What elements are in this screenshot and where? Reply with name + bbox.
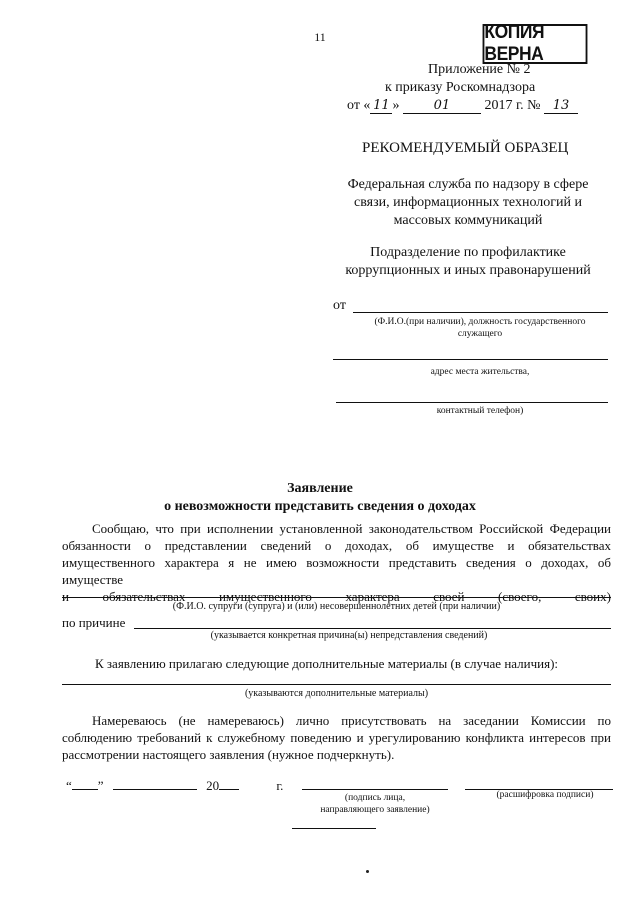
- date-row: [66, 774, 283, 794]
- fio-caption: [345, 316, 615, 340]
- page-number: 11: [314, 30, 326, 44]
- paragraph-line: Сообщаю, что при исполнении установленной законодательством Российской Федерации: [92, 521, 611, 536]
- caption-line: (Ф.И.О.(при наличии), должность государственного: [374, 317, 586, 327]
- phone-line[interactable]: [336, 402, 608, 403]
- sample-heading: РЕКОМЕНДУЕМЫЙ ОБРАЗЕЦ: [362, 140, 569, 156]
- attendance-paragraph: [62, 712, 611, 763]
- decode-caption: (расшифровка подписи): [496, 790, 594, 800]
- date-prefix: от «: [347, 98, 371, 113]
- appendix-number: 13: [544, 98, 578, 114]
- appendix-day: 11: [370, 98, 392, 114]
- appendix-year: 2017 г. №: [484, 98, 541, 113]
- caption-line: служащего: [457, 329, 503, 339]
- date-mid: »: [392, 98, 400, 113]
- appendix-line2: к приказу Роскомнадзора: [385, 80, 536, 95]
- division-name: [318, 244, 618, 280]
- word: и: [62, 589, 69, 604]
- paragraph-line: рассмотрении настоящего заявления (нужное подчеркнуть).: [62, 747, 395, 762]
- statement-title: Заявление: [287, 481, 353, 496]
- year-suffix: г.: [276, 778, 284, 793]
- day-field[interactable]: [72, 774, 98, 790]
- year-field[interactable]: [219, 774, 239, 790]
- division-line: Подразделение по профилактике: [370, 245, 566, 260]
- word: своей: [433, 589, 465, 604]
- appendix-line1: Приложение № 2: [428, 62, 531, 77]
- caption-line: направляющего заявление): [320, 805, 430, 815]
- extra-line: [292, 828, 376, 829]
- close-quote: ”: [97, 778, 104, 793]
- division-line: коррупционных и иных правонарушений: [345, 263, 591, 278]
- materials-caption: (указываются дополнительные материалы): [244, 688, 429, 699]
- word: характера: [345, 589, 400, 604]
- agency-line: связи, информационных технологий и: [354, 195, 582, 210]
- word: имущественного: [218, 589, 312, 604]
- signature-line[interactable]: [302, 789, 448, 790]
- family-name-line[interactable]: [62, 597, 611, 598]
- reason-label: по причине: [62, 615, 126, 630]
- from-label: от: [333, 298, 346, 313]
- appendix-date: [347, 98, 578, 114]
- agency-name: [318, 176, 618, 230]
- month-field[interactable]: [113, 774, 197, 790]
- word: обязательствах: [102, 589, 186, 604]
- attach-text: К заявлению прилагаю следующие дополнительные материалы (в случае наличия):: [95, 656, 559, 671]
- reason-caption: (указывается конкретная причина(ы) непредставления сведений): [210, 630, 488, 641]
- family-caption: (Ф.И.О. супруги (супруга) и (или) несовершеннолетних детей (при наличии): [172, 601, 501, 612]
- agency-line: Федеральная служба по надзору в сфере: [347, 177, 589, 192]
- address-caption: адрес места жительства,: [430, 367, 530, 377]
- from-name-line[interactable]: [353, 312, 608, 313]
- phone-caption: контактный телефон): [436, 406, 524, 416]
- caption-line: (подпись лица,: [344, 793, 406, 803]
- word: (своего,: [497, 589, 542, 604]
- agency-line: массовых коммуникаций: [393, 213, 543, 228]
- paragraph-line: обязанности о представлении сведений о доходах, об имуществе и обязательствах: [62, 538, 611, 553]
- signature-caption: [302, 792, 448, 816]
- paragraph-line: соблюдению требований к служебному поведению и урегулированию конфликта интересов при: [62, 730, 611, 745]
- century: 20: [206, 778, 220, 793]
- statement-paragraph: [62, 520, 611, 605]
- word: своих): [574, 589, 611, 604]
- statement-subtitle: о невозможности представить сведения о доходах: [164, 499, 476, 514]
- reason-line[interactable]: [134, 628, 611, 629]
- address-line[interactable]: [333, 359, 608, 360]
- open-quote: “: [66, 778, 72, 793]
- paragraph-line: Намереваюсь (не намереваюсь) лично присутствовать на заседании Комиссии по: [92, 713, 611, 728]
- scan-speck: [366, 870, 369, 873]
- appendix-month: 01: [403, 98, 481, 114]
- certified-copy-stamp: КОПИЯ ВЕРНА: [483, 24, 588, 64]
- paragraph-line: имущественного характера я не имею возможности представить сведения о доходах, об имуществе: [62, 555, 611, 587]
- materials-line[interactable]: [62, 684, 611, 685]
